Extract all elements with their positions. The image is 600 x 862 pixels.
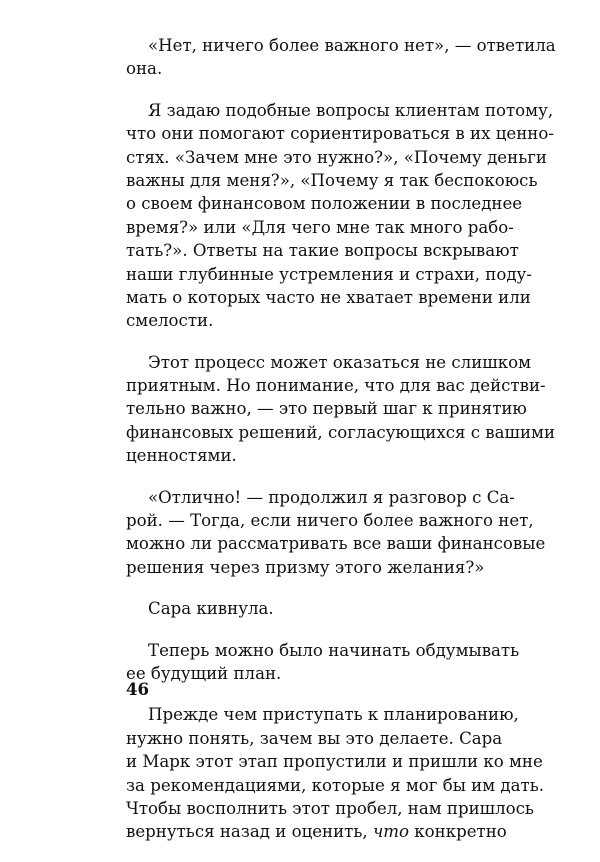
text-line: о своем финансовом положении в последнее	[126, 194, 523, 214]
text-line: что они помогают сориентироваться в их ценно-	[126, 124, 554, 144]
text-line: и Марк этот этап пропустили и пришли ко мне	[126, 752, 543, 772]
text-line: финансовых решений, согласующихся с вашими	[126, 422, 555, 442]
paragraph-6	[126, 639, 520, 686]
text-line: решения через призму этого желания?»	[126, 557, 485, 577]
text-line: время?» или «Для чего мне так много рабо-	[126, 217, 514, 237]
page-number: 46	[126, 679, 150, 699]
text-line: стях. «Зачем мне это нужно?», «Почему деньги	[126, 147, 547, 167]
text-line	[126, 820, 507, 843]
text-line: наши глубинные устремления и страхи, поду-	[126, 264, 532, 284]
text-segment: вернуться назад и оценить,	[126, 822, 373, 842]
paragraph-7	[126, 703, 545, 843]
text-line: за рекомендациями, которые я мог бы им дать.	[126, 775, 545, 795]
text-line: Этот процесс может оказаться не слишком	[148, 352, 531, 372]
text-segment: конкретно	[409, 822, 507, 842]
text-line: Прежде чем приступать к планированию,	[148, 705, 519, 725]
text-line: мать о которых часто не хватает времени или	[126, 287, 531, 307]
text-line: нужно понять, зачем вы это делаете. Сара	[126, 728, 503, 748]
text-line: рой. — Тогда, если ничего более важного нет,	[126, 511, 534, 531]
text-line: можно ли рассматривать все ваши финансовые	[126, 534, 546, 554]
paragraph-2	[126, 99, 554, 333]
text-line: ее будущий план.	[126, 663, 282, 683]
body-text	[126, 34, 556, 862]
text-line: «Отлично! — продолжил я разговор с Са-	[148, 487, 515, 507]
text-line: «Нет, ничего более важного нет», — ответила	[148, 36, 556, 55]
text-line: смелости.	[126, 311, 214, 331]
paragraph-1	[126, 34, 556, 81]
text-line: тельно важно, — это первый шаг к принятию	[126, 399, 527, 419]
text-line: ценностями.	[126, 446, 237, 466]
text-line: Теперь можно было начинать обдумывать	[148, 640, 520, 660]
text-line: Сара кивнула.	[148, 599, 274, 619]
text-line: приятным. Но понимание, что для вас действи-	[126, 376, 546, 396]
text-line: важны для меня?», «Почему я так беспокоюсь	[126, 170, 538, 190]
text-line: тать?». Ответы на такие вопросы вскрывают	[126, 241, 519, 261]
paragraph-4	[126, 486, 546, 580]
text-line: она.	[126, 59, 163, 79]
italic-word: что	[372, 822, 410, 842]
paragraph-3	[126, 351, 555, 468]
text-line: Чтобы восполнить этот пробел, нам пришлось	[126, 798, 534, 818]
text-line: Я задаю подобные вопросы клиентам потому,	[148, 100, 554, 120]
paragraph-5	[126, 597, 502, 620]
